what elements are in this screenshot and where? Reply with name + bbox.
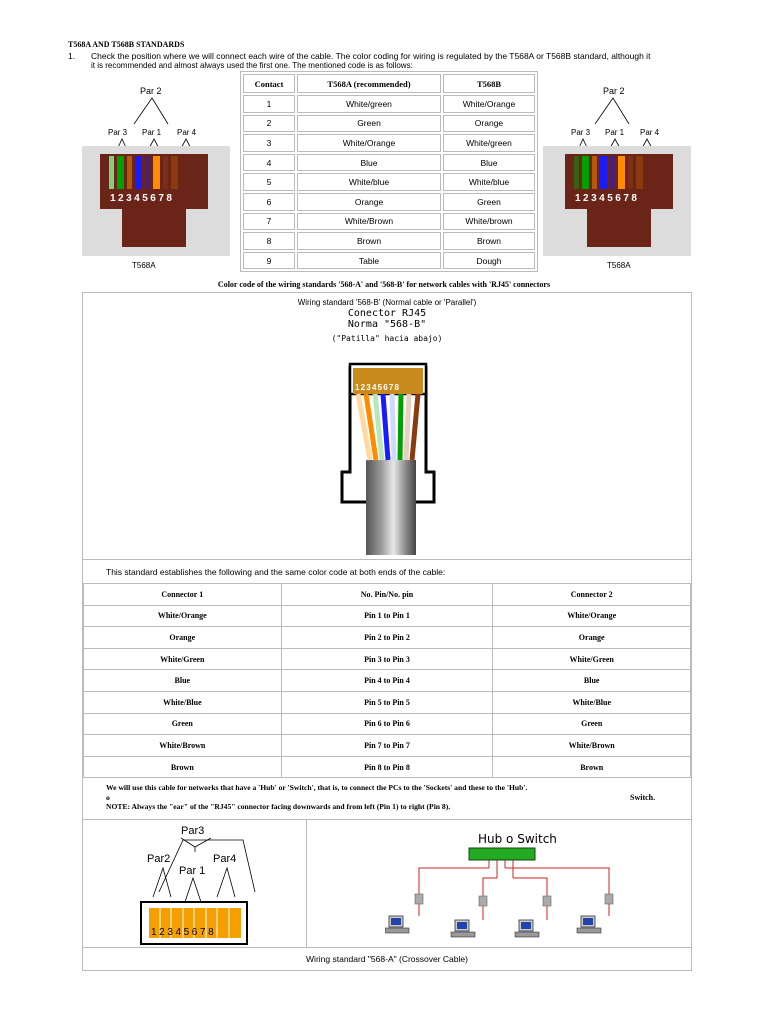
connector1-cell: White/Orange bbox=[84, 605, 282, 627]
connector1-cell: Blue bbox=[84, 670, 282, 692]
connector1-cell: White/Blue bbox=[84, 691, 282, 713]
contact-cell: 3 bbox=[243, 134, 295, 152]
network-links bbox=[419, 860, 609, 920]
t568a-cell: White/Orange bbox=[297, 134, 441, 152]
left-pair1-label: Par 1 bbox=[142, 128, 162, 137]
divider bbox=[82, 559, 692, 560]
t568a-cell: White/green bbox=[297, 95, 441, 113]
connector1-cell: Brown bbox=[84, 756, 282, 778]
hub-title: Hub o Switch bbox=[478, 832, 557, 846]
table-row bbox=[243, 193, 535, 211]
t568b-cell: White/green bbox=[443, 134, 535, 152]
wiring-table-header bbox=[243, 74, 535, 93]
connector-title-line1: Conector RJ45 bbox=[347, 308, 427, 319]
connector1-cell: White/Green bbox=[84, 648, 282, 670]
table-row bbox=[243, 115, 535, 133]
hub-icon bbox=[469, 848, 535, 860]
header-connector-2: Connector 2 bbox=[493, 584, 691, 606]
connector-pin-numbers: 12345678 bbox=[355, 383, 401, 392]
pin-cell: Pin 8 to Pin 8 bbox=[281, 756, 493, 778]
wiring-header-t568a: T568A (recommended) bbox=[297, 74, 441, 93]
wiring-header-t568b: T568B bbox=[443, 74, 535, 93]
contact-cell: 7 bbox=[243, 213, 295, 231]
table-row bbox=[84, 713, 691, 735]
connector2-cell: White/Brown bbox=[493, 735, 691, 757]
table-row bbox=[243, 134, 535, 152]
table-row bbox=[243, 173, 535, 191]
table-row bbox=[84, 605, 691, 627]
intro-text-1: Check the position where we will connect each wire of the cable. The color coding for wiring is regulated by the T568A or T568B standard, although it bbox=[91, 51, 651, 61]
left-pair4-label: Par 4 bbox=[177, 128, 197, 137]
standard-heading: Wiring standard '568-B' (Normal cable or 'Parallel') bbox=[297, 298, 477, 307]
pin-cell: Pin 3 to Pin 3 bbox=[281, 648, 493, 670]
divider bbox=[82, 947, 692, 948]
document-title: T568A AND T568B STANDARDS bbox=[68, 40, 185, 49]
left-plug-diagram bbox=[82, 84, 230, 274]
pin-cell: Pin 4 to Pin 4 bbox=[281, 670, 493, 692]
bottom-plug-diagram bbox=[135, 822, 270, 947]
connector2-cell: Green bbox=[493, 713, 691, 735]
caption-top: Color code of the wiring standards '568-A' and '568-B' for network cables with 'RJ45' connectors bbox=[217, 280, 551, 289]
table-row bbox=[243, 232, 535, 250]
t568a-cell: White/blue bbox=[297, 173, 441, 191]
bottom-pair1-label: Par 1 bbox=[179, 865, 206, 877]
table-row bbox=[84, 756, 691, 778]
contact-cell: 5 bbox=[243, 173, 295, 191]
pin-cell: Pin 7 to Pin 7 bbox=[281, 735, 493, 757]
pc-icon bbox=[515, 920, 539, 937]
right-plug-label: T568A bbox=[607, 261, 631, 270]
t568b-cell: White/Orange bbox=[443, 95, 535, 113]
connector2-cell: Orange bbox=[493, 627, 691, 649]
connector-wires bbox=[358, 394, 418, 460]
left-pair2-label: Par 2 bbox=[140, 86, 162, 96]
connector2-cell: White/Blue bbox=[493, 691, 691, 713]
right-pair2-label: Par 2 bbox=[603, 86, 625, 96]
t568b-cell: White/blue bbox=[443, 173, 535, 191]
left-pair3-label: Par 3 bbox=[108, 128, 128, 137]
connector1-cell: Green bbox=[84, 713, 282, 735]
contact-cell: 1 bbox=[243, 95, 295, 113]
pin-cell: Pin 2 to Pin 2 bbox=[281, 627, 493, 649]
t568a-cell: Table bbox=[297, 252, 441, 270]
connector2-cell: Blue bbox=[493, 670, 691, 692]
table-row bbox=[84, 627, 691, 649]
contact-cell: 2 bbox=[243, 115, 295, 133]
bottom-pin-numbers: 12345678 bbox=[151, 927, 217, 938]
left-plug-label: T568A bbox=[132, 261, 156, 270]
rj45-connector-illustration bbox=[330, 352, 450, 557]
right-pair3-label: Par 3 bbox=[571, 128, 591, 137]
contact-cell: 6 bbox=[243, 193, 295, 211]
bottom-pair3-label: Par3 bbox=[181, 825, 205, 837]
right-pair1-label: Par 1 bbox=[605, 128, 625, 137]
right-plug-diagram bbox=[543, 84, 691, 274]
left-pin-numbers: 12345678 bbox=[110, 193, 175, 204]
table-row bbox=[84, 670, 691, 692]
hub-network-diagram bbox=[385, 846, 635, 946]
intro-line-2: it is recommended and almost always used the first one. The mentioned code is as follows: bbox=[91, 61, 413, 70]
wiring-header-contact: Contact bbox=[243, 74, 295, 93]
pc-icon bbox=[385, 916, 409, 933]
connector2-cell: White/Orange bbox=[493, 605, 691, 627]
connector-table bbox=[83, 583, 691, 778]
t568b-cell: Green bbox=[443, 193, 535, 211]
intro-number: 1. bbox=[68, 51, 76, 61]
vertical-divider bbox=[306, 819, 307, 947]
pc-icon bbox=[577, 916, 601, 933]
right-pair4-label: Par 4 bbox=[640, 128, 660, 137]
divider bbox=[82, 819, 692, 820]
contact-cell: 8 bbox=[243, 232, 295, 250]
table-row bbox=[243, 95, 535, 113]
t568b-cell: Orange bbox=[443, 115, 535, 133]
table-row bbox=[243, 154, 535, 172]
connector-title bbox=[82, 308, 692, 330]
t568b-cell: Dough bbox=[443, 252, 535, 270]
pc-icons bbox=[385, 916, 601, 937]
t568a-cell: Orange bbox=[297, 193, 441, 211]
caption-bottom: Wiring standard "568-A" (Crossover Cable) bbox=[306, 954, 468, 964]
connector1-cell: White/Brown bbox=[84, 735, 282, 757]
header-pin: No. Pin/No. pin bbox=[281, 584, 493, 606]
t568a-cell: Brown bbox=[297, 232, 441, 250]
wall-sockets bbox=[415, 894, 613, 906]
contact-cell: 4 bbox=[243, 154, 295, 172]
intro-line-1 bbox=[68, 51, 650, 61]
wiring-table bbox=[240, 71, 538, 272]
connector-title-line2: Norma "568-B" bbox=[347, 319, 427, 330]
header-connector-1: Connector 1 bbox=[84, 584, 282, 606]
usage-note-line1: We will use this cable for networks that have a 'Hub' or 'Switch', that is, to connect the PCs to the 'Sockets' and these to the 'Hub'. bbox=[106, 783, 528, 792]
table-row bbox=[84, 648, 691, 670]
table-row bbox=[84, 735, 691, 757]
establish-text: This standard establishes the following and the same color code at both ends of the cable: bbox=[106, 567, 446, 577]
table-row bbox=[84, 691, 691, 713]
contact-cell: 9 bbox=[243, 252, 295, 270]
connector-table-header bbox=[84, 584, 691, 606]
pin-cell: Pin 6 to Pin 6 bbox=[281, 713, 493, 735]
switch-word: Switch. bbox=[630, 793, 656, 802]
connector2-cell: Brown bbox=[493, 756, 691, 778]
usage-note-line2: o bbox=[106, 792, 110, 802]
usage-note bbox=[106, 783, 527, 812]
pin-cell: Pin 1 to Pin 1 bbox=[281, 605, 493, 627]
connector2-cell: White/Green bbox=[493, 648, 691, 670]
table-row bbox=[243, 213, 535, 231]
connector1-cell: Orange bbox=[84, 627, 282, 649]
bottom-pair4-label: Par4 bbox=[213, 853, 237, 865]
pin-cell: Pin 5 to Pin 5 bbox=[281, 691, 493, 713]
table-row bbox=[243, 252, 535, 270]
t568b-cell: White/brown bbox=[443, 213, 535, 231]
t568a-cell: Green bbox=[297, 115, 441, 133]
usage-note-line3: NOTE: Always the "ear" of the "RJ45" connector facing downwards and from left (Pin 1) to right (Pin 8). bbox=[106, 802, 451, 811]
t568a-cell: White/Brown bbox=[297, 213, 441, 231]
right-pin-numbers: 12345678 bbox=[575, 193, 640, 204]
bottom-pair2-label: Par2 bbox=[147, 853, 171, 865]
t568b-cell: Blue bbox=[443, 154, 535, 172]
t568a-cell: Blue bbox=[297, 154, 441, 172]
connector-subtitle: ("Patilla" hacia abajo) bbox=[331, 334, 443, 343]
t568b-cell: Brown bbox=[443, 232, 535, 250]
pc-icon bbox=[451, 920, 475, 937]
